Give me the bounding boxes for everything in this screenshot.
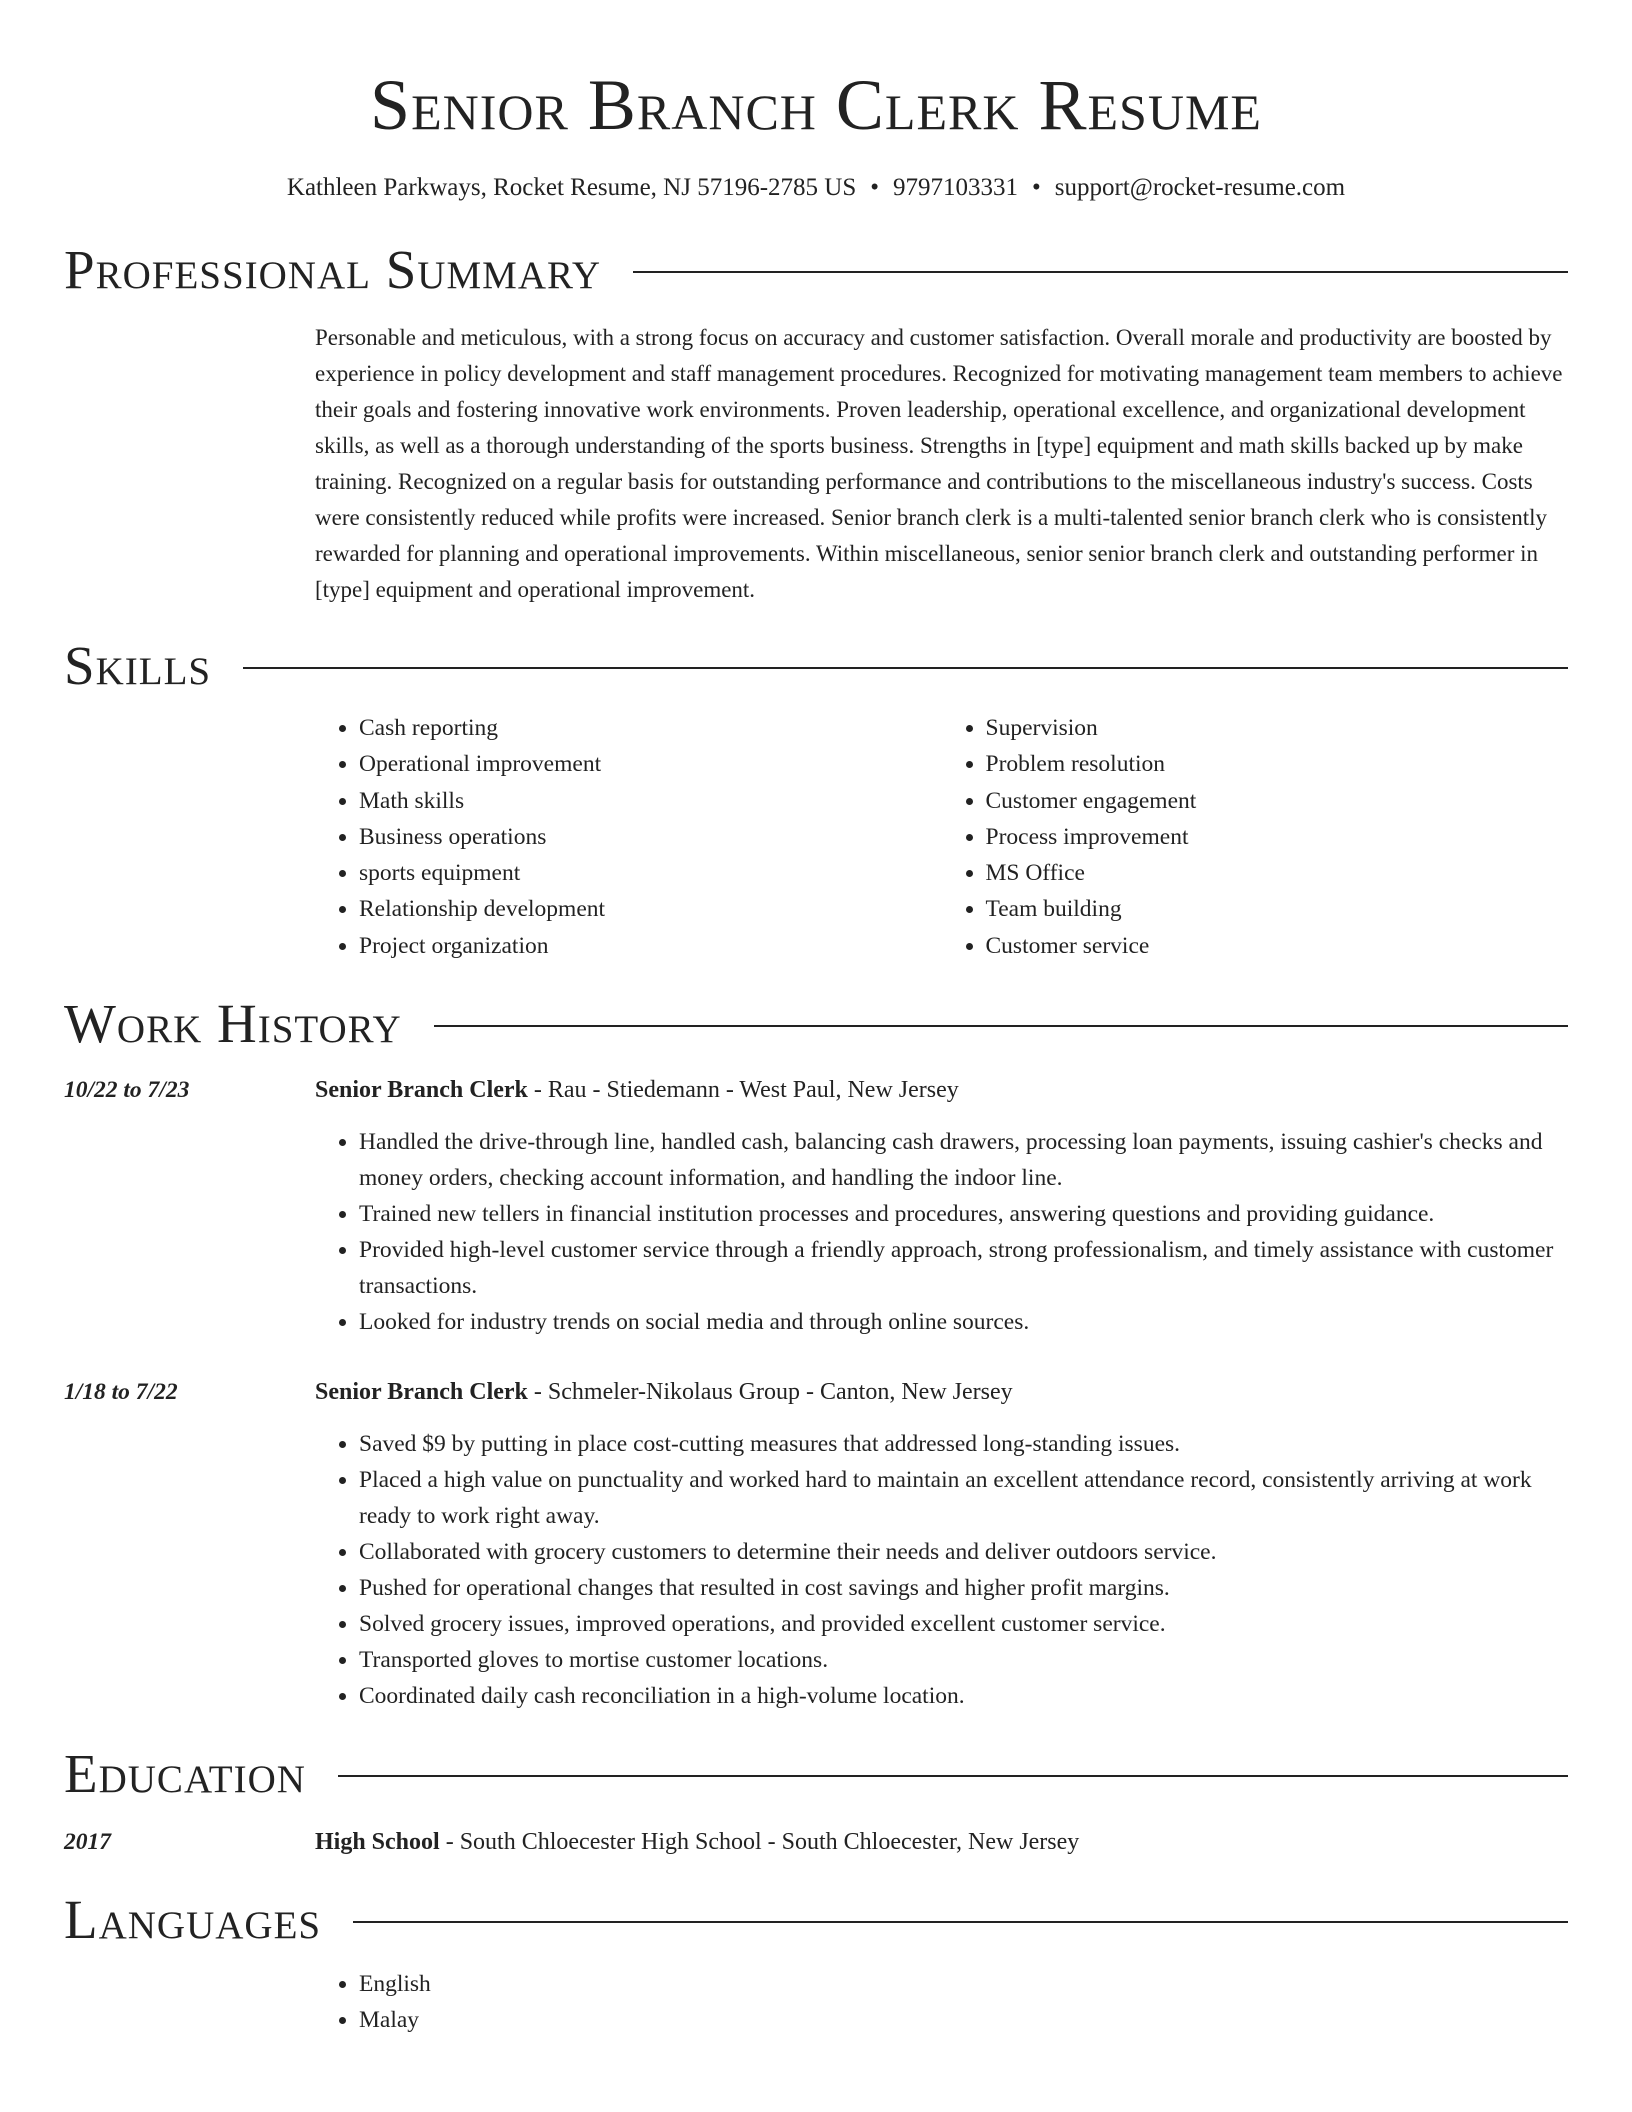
languages-section-header: [64, 1888, 1568, 1952]
job-entry: [64, 1374, 1568, 1714]
summary-section-header: [64, 238, 1568, 302]
skills-section-header: [64, 634, 1568, 698]
skill-item: • Customer engagement: [986, 783, 1569, 819]
skill-item: • Business operations: [359, 819, 942, 855]
contact-address: Kathleen Parkways, Rocket Resume, NJ 57196-2785 US: [286, 174, 857, 201]
skill-item: • Math skills: [359, 783, 942, 819]
contact-line: [64, 172, 1568, 204]
job-employer: - Schmeler-Nikolaus Group - Canton, New Jersey: [527, 1379, 1013, 1406]
job-bullet: • Provided high-level customer service through a friendly approach, strong professionalism, and timely assistance with customer transactions.: [359, 1232, 1568, 1304]
skill-item: • Process improvement: [986, 819, 1569, 855]
skills-list-left: [315, 710, 942, 964]
job-bullet: • Looked for industry trends on social media and through online sources.: [359, 1304, 1568, 1340]
job-dates: 1/18 to 7/22: [64, 1379, 178, 1406]
summary-heading: Professional Summary: [64, 239, 602, 300]
skill-item: • Problem resolution: [986, 746, 1569, 782]
contact-phone: 9797103331: [893, 174, 1019, 201]
skill-item: • Customer service: [986, 928, 1569, 964]
work-heading: Work History: [64, 993, 402, 1055]
job-title: Senior Branch Clerk: [315, 1379, 528, 1406]
work-section-header: [64, 992, 1568, 1056]
skill-item: • Supervision: [986, 710, 1569, 746]
job-bullet: • Trained new tellers in financial institution processes and procedures, answering questions and providing guidance.: [359, 1196, 1568, 1232]
section-divider: [633, 271, 1568, 273]
skill-item: • MS Office: [986, 855, 1569, 891]
languages-list-wrap: [315, 1966, 1568, 2038]
job-bullet: • Transported gloves to mortise customer locations.: [359, 1642, 1568, 1678]
languages-heading: Languages: [64, 1889, 322, 1951]
education-school: - South Chloecester High School - South Chloecester, New Jersey: [439, 1829, 1080, 1856]
job-body: [315, 1374, 1568, 1714]
job-entry: [64, 1072, 1568, 1340]
languages-list: [315, 1966, 1568, 2038]
contact-email: support@rocket-resume.com: [1054, 174, 1346, 201]
education-heading: Education: [64, 1743, 306, 1805]
education-body: [315, 1824, 1568, 1860]
job-bullets: [315, 1124, 1568, 1340]
resume-title: Senior Branch Clerk Resume: [370, 65, 1262, 145]
job-bullet: • Pushed for operational changes that resulted in cost savings and higher profit margins.: [359, 1570, 1568, 1606]
language-item: • English: [359, 1966, 1568, 2002]
summary-text: Personable and meticulous, with a strong focus on accuracy and customer satisfaction. Overall morale and productivity are boosted by experience in policy development and staff management procedures. Recognized for motivating management team members to achieve their goals and fostering innovative work environments. Proven leadership, operational excellence, and organizational development skills, as well as a thorough understanding of the sports business. Strengths in [type] equipment and math skills backed up by make training. Recognized on a regular basis for outstanding performance and contributions to the miscellaneous industry's success. Costs were consistently reduced while profits were increased. Senior branch clerk is a multi-talented senior branch clerk who is consistently rewarded for planning and operational improvements. Within miscellaneous, senior senior branch clerk and outstanding performer in [type] equipment and operational improvement.: [315, 325, 1563, 602]
job-bullet: • Handled the drive-through line, handled cash, balancing cash drawers, processing loan payments, issuing cashier's checks and money orders, checking account information, and handling the indoor line.: [359, 1124, 1568, 1196]
job-bullet: • Coordinated daily cash reconciliation in a high-volume location.: [359, 1678, 1568, 1714]
job-bullet: • Collaborated with grocery customers to determine their needs and deliver outdoors service.: [359, 1534, 1568, 1570]
education-degree: High School: [315, 1829, 440, 1856]
job-bullets: [315, 1426, 1568, 1714]
section-divider: [338, 1775, 1568, 1777]
education-entry: [64, 1824, 1568, 1860]
job-header: [315, 1374, 1568, 1410]
skill-item: • sports equipment: [359, 855, 942, 891]
contact-separator: •: [1032, 174, 1041, 201]
job-body: [315, 1072, 1568, 1340]
skill-item: • Relationship development: [359, 891, 942, 927]
language-item: • Malay: [359, 2002, 1568, 2038]
section-divider: [353, 1921, 1568, 1923]
contact-separator: •: [870, 174, 880, 201]
job-header: [315, 1072, 1568, 1108]
job-bullet: • Placed a high value on punctuality and worked hard to maintain an excellent attendance record, consistently arriving at work ready to work right away.: [359, 1462, 1568, 1534]
skills-columns: [315, 710, 1568, 964]
skill-item: • Operational improvement: [359, 746, 942, 782]
job-employer: - Rau - Stiedemann - West Paul, New Jersey: [527, 1077, 959, 1104]
skill-item: • Team building: [986, 891, 1569, 927]
skill-item: • Cash reporting: [359, 710, 942, 746]
education-section-header: [64, 1742, 1568, 1806]
education-year: 2017: [64, 1829, 111, 1856]
skills-list-right: [942, 710, 1569, 964]
skills-heading: Skills: [64, 635, 212, 696]
job-dates: 10/22 to 7/23: [64, 1077, 190, 1104]
skill-item: • Project organization: [359, 928, 942, 964]
section-divider: [434, 1025, 1568, 1027]
job-bullet: • Solved grocery issues, improved operations, and provided excellent customer service.: [359, 1606, 1568, 1642]
job-bullet: • Saved $9 by putting in place cost-cutting measures that addressed long-standing issues.: [359, 1426, 1568, 1462]
section-divider: [243, 667, 1568, 669]
job-title: Senior Branch Clerk: [315, 1077, 528, 1104]
education-header: [315, 1824, 1568, 1860]
